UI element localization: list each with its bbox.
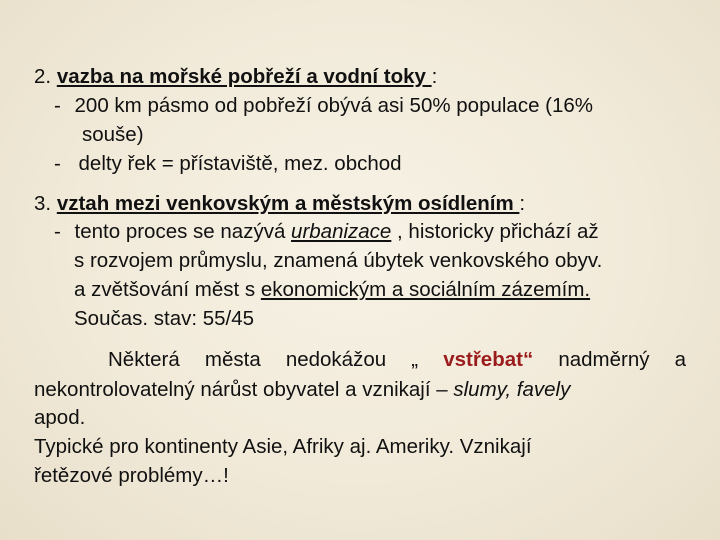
underlined-phrase: ekonomickým a sociálním zázemím. xyxy=(260,278,591,301)
bullet-text: tento proces se nazývá xyxy=(74,220,292,243)
paragraph-text: řetězové problémy…! xyxy=(34,464,229,487)
section-2-colon: : xyxy=(431,65,438,88)
paragraph-text: nekontrolovatelný nárůst obyvatel a vznikají – xyxy=(34,378,454,401)
paragraph-text: Typické pro kontinenty Asie, Afriky aj. Ameriky. Vznikají xyxy=(34,435,532,458)
paragraph-text: nadměrný a xyxy=(533,348,687,371)
paragraph-line-1 xyxy=(34,347,686,372)
section-2-bullet-1-cont xyxy=(82,122,144,147)
section-3-number: 3. xyxy=(34,192,52,215)
section-2-heading xyxy=(34,64,437,89)
bullet-text: delty řek = přístaviště, mez. obchod xyxy=(78,152,402,175)
bullet-dash: - xyxy=(54,220,61,243)
section-3-bullet-line-3 xyxy=(74,277,590,302)
section-3-bullet-line-1 xyxy=(54,219,599,244)
term-urbanizace: urbanizace xyxy=(291,220,392,243)
section-3-title: vztah mezi venkovským a městským osídlením xyxy=(56,192,520,215)
paragraph-line-4 xyxy=(34,434,532,459)
paragraph-text: apod. xyxy=(34,406,86,429)
section-2-bullet-2 xyxy=(54,151,402,176)
section-3-heading xyxy=(34,191,525,216)
section-2-title: vazba na mořské pobřeží a vodní toky xyxy=(56,65,432,88)
bullet-text: 200 km pásmo od pobřeží obývá asi 50% populace (16% xyxy=(74,94,594,117)
section-3-bullet-line-2 xyxy=(74,248,602,273)
paragraph-text: Některá města nedokážou „ xyxy=(108,348,444,371)
current-state: Součas. stav: 55/45 xyxy=(74,307,255,330)
italic-slumy-favely: slumy, favely xyxy=(453,378,571,401)
bullet-text-cont: souše) xyxy=(82,123,144,146)
paragraph-line-3 xyxy=(34,405,85,430)
bullet-text-tail: , historicky přichází až xyxy=(391,220,599,243)
section-3-bullet-line-4 xyxy=(74,306,254,331)
highlight-vstrebat: vstřebat“ xyxy=(443,348,534,371)
bullet-dash: - xyxy=(54,152,61,175)
section-2-number: 2. xyxy=(34,65,52,88)
paragraph-line-5 xyxy=(34,463,229,488)
bullet-text-cont: a zvětšování měst s xyxy=(74,278,261,301)
paragraph-line-2 xyxy=(34,377,570,402)
section-3-colon: : xyxy=(519,192,526,215)
bullet-text-cont: s rozvojem průmyslu, znamená úbytek venkovského obyv. xyxy=(74,249,603,272)
bullet-dash: - xyxy=(54,94,61,117)
section-2-bullet-1 xyxy=(54,93,593,118)
